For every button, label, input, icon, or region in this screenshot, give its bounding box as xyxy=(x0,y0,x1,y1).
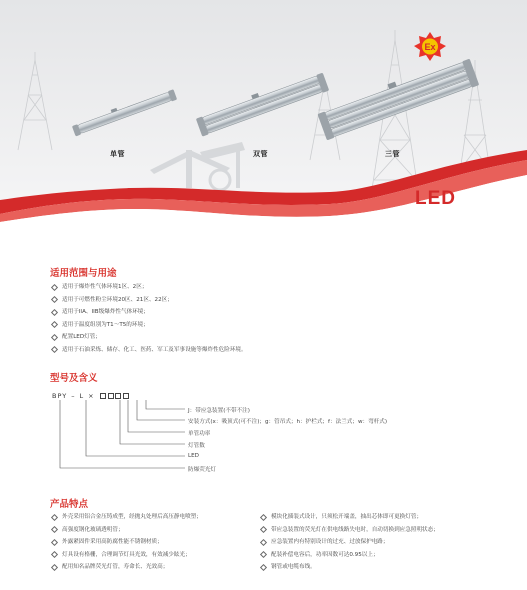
features-list-left xyxy=(52,511,202,574)
list-item: 模块化插装式设计，只须松开端盖，抽出芯体即可更换灯管； xyxy=(261,511,439,524)
model-label-led: LED xyxy=(188,453,199,459)
ex-badge-text: Ex xyxy=(424,42,436,52)
variant-label-double: 双管 xyxy=(253,150,268,158)
list-item: 配用知名品牌荧光灯管，寿命长、光效高； xyxy=(52,561,202,574)
features-list-right xyxy=(261,511,439,574)
list-item: 外壳采用铝合金压铸成型，经抛丸处理后高压静电喷塑； xyxy=(52,511,202,524)
diamond-bullet-icon xyxy=(51,539,58,546)
diamond-bullet-icon xyxy=(260,539,267,546)
diamond-bullet-icon xyxy=(51,321,58,328)
diamond-bullet-icon xyxy=(260,514,267,521)
model-code-prefix: BPY xyxy=(52,392,68,400)
model-title: 型号及含义 xyxy=(50,373,98,384)
diamond-bullet-icon xyxy=(260,551,267,558)
list-item: 应急装置内有特别设计的过充、过放保护电路； xyxy=(261,536,439,549)
list-item: 配置LED灯管； xyxy=(52,331,247,344)
list-item: 高强度钢化玻璃透明管； xyxy=(52,524,202,537)
diamond-bullet-icon xyxy=(51,284,58,291)
list-item: 适用于石油采炼、储存、化工、医药、军工及军事设施等爆炸性危险环境。 xyxy=(52,344,247,357)
hero-banner xyxy=(0,0,527,245)
diamond-bullet-icon xyxy=(51,514,58,521)
model-label-tubes: 灯管数 xyxy=(188,443,205,449)
list-item: 适用于爆炸性气体环境1区、2区； xyxy=(52,281,247,294)
product-tag-led: LED xyxy=(415,188,456,209)
list-item: 适用于可燃性粉尘环境20区、21区、22区； xyxy=(52,294,247,307)
diamond-bullet-icon xyxy=(51,564,58,571)
variant-label-single: 单管 xyxy=(110,150,125,158)
list-item: 适用于IIA、IIB级爆炸性气体环境； xyxy=(52,306,247,319)
model-code-mid: L xyxy=(79,392,85,400)
model-label-install: 安装方式(x：吸顶式(可不注)；g：管吊式；h：护栏式；f：法兰式；w：弯杆式) xyxy=(188,419,388,425)
list-item: 带应急装置的荧光灯在供电线路失电时，自动切换到应急照明状态； xyxy=(261,524,439,537)
diamond-bullet-icon xyxy=(51,309,58,316)
diamond-bullet-icon xyxy=(51,526,58,533)
list-item: 外露紧固件采用高防腐性能不锈钢材质； xyxy=(52,536,202,549)
variant-label-triple: 三管 xyxy=(385,150,400,158)
model-label-emergency: J：带应急装置(不带不注) xyxy=(188,408,250,414)
application-list xyxy=(52,281,247,356)
list-item: 配装补偿电容后，功率因数可达0.95以上； xyxy=(261,549,439,562)
diamond-bullet-icon xyxy=(260,526,267,533)
model-code-dash: – xyxy=(71,392,76,400)
diamond-bullet-icon xyxy=(51,551,58,558)
diamond-bullet-icon xyxy=(51,346,58,353)
model-bracket-lines xyxy=(0,380,527,490)
model-code-sep: × xyxy=(88,392,95,400)
application-title: 适用范围与用途 xyxy=(50,268,117,279)
diamond-bullet-icon xyxy=(51,296,58,303)
model-label-power: 单管功率 xyxy=(188,431,211,437)
list-item: 灯具设有格栅，合理调节灯具光效，有效减少眩光； xyxy=(52,549,202,562)
features-title: 产品特点 xyxy=(50,499,89,510)
diamond-bullet-icon xyxy=(51,334,58,341)
diamond-bullet-icon xyxy=(260,564,267,571)
list-item: 钢管或电缆布线。 xyxy=(261,561,439,574)
list-item: 适用于温度组别为T1～T5的环境； xyxy=(52,319,247,332)
model-label-type: 防爆荧光灯 xyxy=(188,467,216,473)
